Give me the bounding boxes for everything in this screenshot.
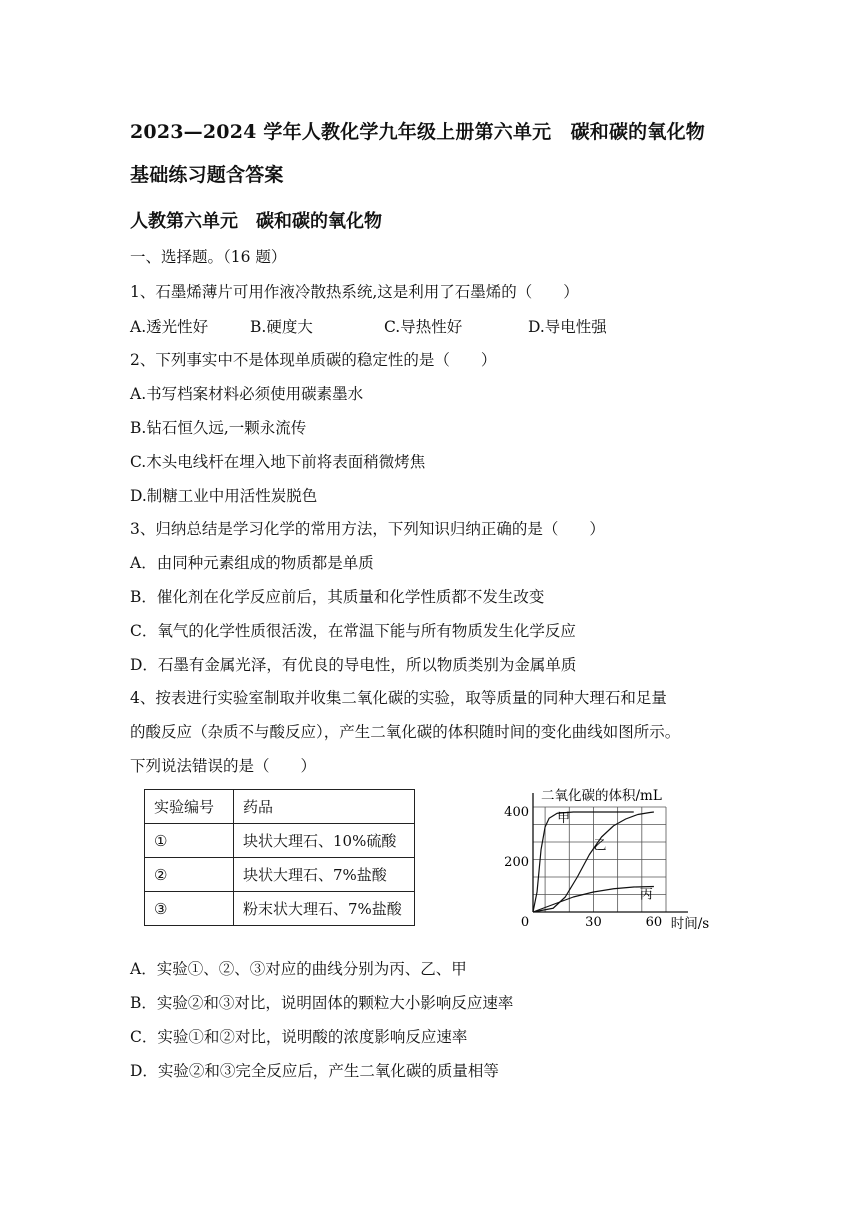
y-axis-label: 二氧化碳的体积/mL bbox=[541, 788, 662, 804]
option-b: B.硬度大 bbox=[250, 318, 313, 336]
option-c: C.导热性好 bbox=[384, 318, 463, 336]
section-heading: 一、选择题。（16 题） bbox=[130, 248, 287, 266]
question-2-option-c: C.木头电线杆在埋入地下前将表面稍微烤焦 bbox=[130, 453, 426, 471]
question-4-stem-line-1: 4、按表进行实验室制取并收集二氧化碳的实验，取等质量的同种大理石和足量 bbox=[130, 689, 667, 707]
question-4-stem-line-3: 下列说法错误的是（ ） bbox=[130, 757, 317, 775]
table-row bbox=[145, 858, 415, 892]
question-3-option-b: B．催化剂在化学反应前后，其质量和化学性质都不发生改变 bbox=[130, 588, 545, 606]
question-2-option-d: D.制糖工业中用活性炭脱色 bbox=[130, 487, 318, 505]
question-4-stem-line-2: 的酸反应（杂质不与酸反应），产生二氧化碳的体积随时间的变化曲线如图所示。 bbox=[130, 723, 681, 741]
table-header-row bbox=[145, 790, 415, 824]
series-label: 甲 bbox=[557, 811, 571, 826]
series-line-1 bbox=[533, 812, 634, 912]
table-row bbox=[145, 892, 415, 926]
y-tick-label: 200 bbox=[504, 855, 529, 870]
y-tick-label: 400 bbox=[504, 805, 529, 820]
question-4-option-b: B．实验②和③对比，说明固体的颗粒大小影响反应速率 bbox=[130, 994, 514, 1012]
question-1-stem: 1、石墨烯薄片可用作液冷散热系统,这是利用了石墨烯的（ ） bbox=[130, 283, 579, 301]
question-3-option-d: D．石墨有金属光泽，有优良的导电性，所以物质类别为金属单质 bbox=[130, 656, 577, 674]
document-title: 2023—2024 学年人教化学九年级上册第六单元 碳和碳的氧化物 bbox=[130, 121, 705, 143]
table-header-cell: 药品 bbox=[234, 790, 415, 824]
question-2-option-b: B.钻石恒久远,一颗永流传 bbox=[130, 419, 307, 437]
question-3-option-a: A．由同种元素组成的物质都是单质 bbox=[130, 554, 374, 572]
series-label: 乙 bbox=[593, 838, 607, 854]
table-cell: ③ bbox=[145, 892, 234, 926]
question-2-stem: 2、下列事实中不是体现单质碳的稳定性的是（ ） bbox=[130, 351, 497, 369]
table-header-cell: 实验编号 bbox=[145, 790, 234, 824]
question-3-stem: 3、归纳总结是学习化学的常用方法，下列知识归纳正确的是（ ） bbox=[130, 520, 605, 538]
question-4-option-a: A．实验①、②、③对应的曲线分别为丙、乙、甲 bbox=[130, 960, 467, 978]
question-3-option-c: C．氧气的化学性质很活泼，在常温下能与所有物质发生化学反应 bbox=[130, 622, 576, 640]
table-cell: ① bbox=[145, 824, 234, 858]
x-tick-label: 60 bbox=[645, 915, 663, 930]
experiment-table bbox=[144, 789, 415, 926]
table-cell: ② bbox=[145, 858, 234, 892]
question-4-option-c: C．实验①和②对比，说明酸的浓度影响反应速率 bbox=[130, 1028, 468, 1046]
table-row bbox=[145, 824, 415, 858]
option-d: D.导电性强 bbox=[528, 318, 607, 336]
unit-heading: 人教第六单元 碳和碳的氧化物 bbox=[130, 211, 382, 232]
table-cell: 块状大理石、10%硫酸 bbox=[234, 824, 415, 858]
series-label: 丙 bbox=[639, 887, 653, 903]
x-tick-label: 0 bbox=[520, 915, 530, 930]
option-a: A.透光性好 bbox=[130, 318, 209, 336]
table-cell: 块状大理石、7%盐酸 bbox=[234, 858, 415, 892]
x-tick-label: 30 bbox=[585, 915, 602, 930]
question-2-option-a: A.书写档案材料必须使用碳素墨水 bbox=[130, 385, 364, 403]
x-axis-label: 时间/s bbox=[670, 916, 710, 932]
table-cell: 粉末状大理石、7%盐酸 bbox=[234, 892, 415, 926]
co2-volume-chart bbox=[500, 784, 720, 944]
question-4-option-d: D．实验②和③完全反应后，产生二氧化碳的质量相等 bbox=[130, 1062, 499, 1080]
document-title-continued: 基础练习题含答案 bbox=[130, 164, 284, 186]
